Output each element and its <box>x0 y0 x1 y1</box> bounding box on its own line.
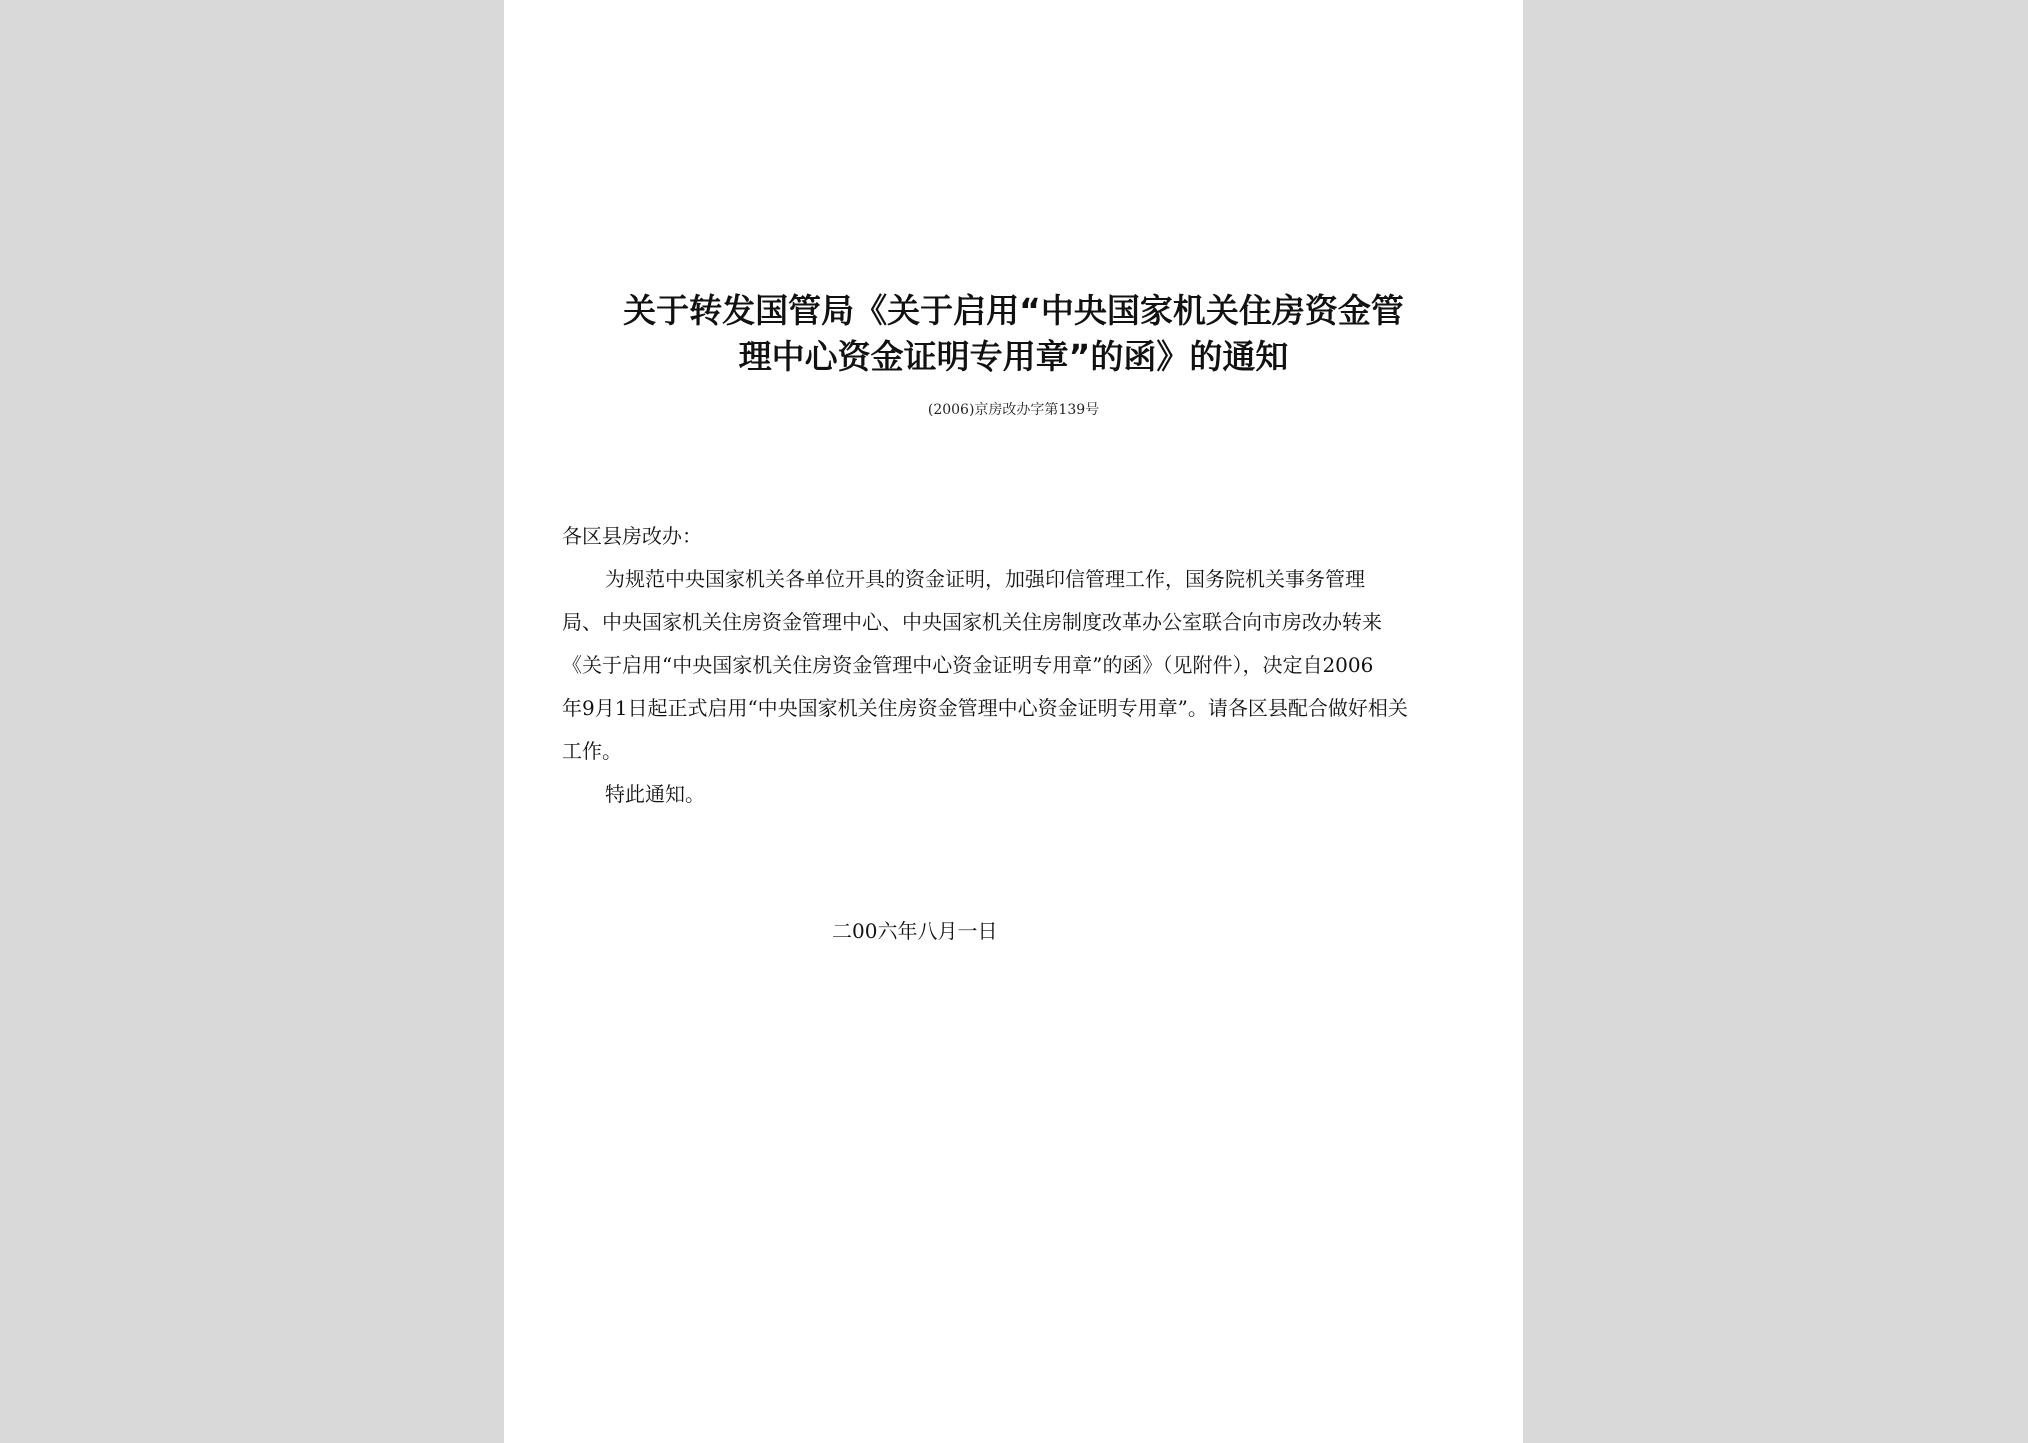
title-line-1: 关于转发国管局《关于启用“中央国家机关住房资金管 <box>623 291 1404 330</box>
body-line-1: 为规范中央国家机关各单位开具的资金证明，加强印信管理工作，国务院机关事务管理 <box>605 567 1365 591</box>
body-line-5: 工作。 <box>562 739 622 763</box>
title-line-2: 理中心资金证明专用章”的函》的通知 <box>738 337 1289 376</box>
document-date: 二00六年八月一日 <box>832 919 998 943</box>
closing-line: 特此通知。 <box>605 782 705 806</box>
document-number: (2006)京房改办字第139号 <box>927 402 1100 418</box>
document-page <box>504 0 1523 1443</box>
body-line-3: 《关于启用“中央国家机关住房资金管理中心资金证明专用章”的函》（见附件），决定自2006 <box>562 653 1374 677</box>
document-title <box>544 288 1483 380</box>
body-line-4: 年9月1日起正式启用“中央国家机关住房资金管理中心资金证明专用章”。请各区县配合做好相关 <box>562 696 1408 720</box>
body-line-2: 局、中央国家机关住房资金管理中心、中央国家机关住房制度改革办公室联合向市房改办转来 <box>562 610 1382 634</box>
salutation: 各区县房改办： <box>562 524 702 548</box>
